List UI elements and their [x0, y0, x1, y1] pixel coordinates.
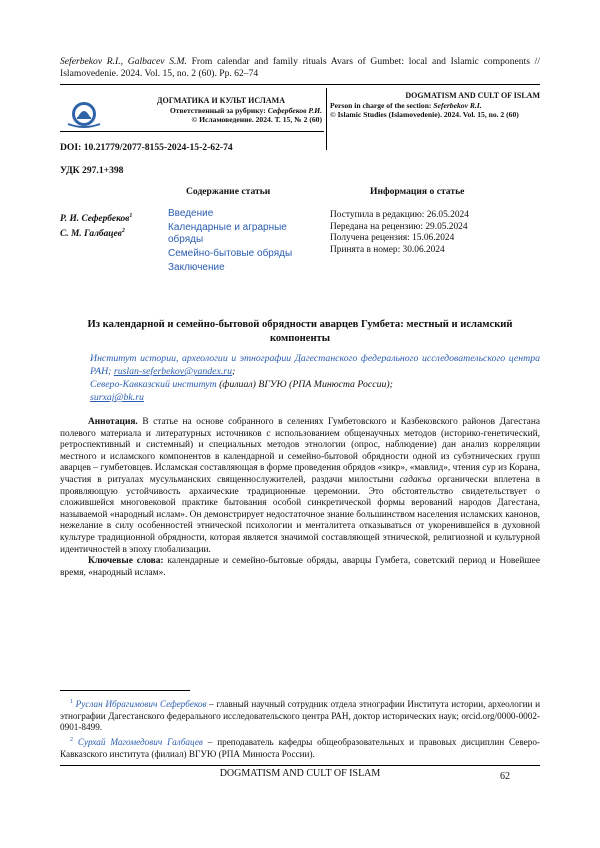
footnote-rule — [60, 690, 190, 691]
info-heading: Информация о статье — [370, 186, 465, 197]
keywords: календарные и семейно-бытовые обряды, аварцы Гумбета, советский период и Новейшее время, «народный ислам». — [60, 556, 540, 578]
contents-link-conclusion[interactable]: Заключение — [168, 262, 225, 274]
contents-link-family[interactable]: Семейно-бытовые обряды — [168, 248, 293, 260]
affiliation-2: Северо-Кавказский институт — [90, 379, 217, 390]
header-bottom-rule — [60, 131, 324, 132]
email-link-2[interactable]: surxaj@bk.ru — [90, 392, 144, 403]
contents-list — [168, 208, 318, 276]
email-link-1[interactable]: ruslan-seferbekov@yandex.ru — [113, 366, 233, 377]
article-dates — [330, 210, 469, 256]
keywords-paragraph — [60, 556, 540, 579]
contents-link-intro[interactable]: Введение — [168, 208, 214, 219]
header-ru-responsible: Ответственный за рубрику: Сефербеков Р.И. — [169, 105, 322, 115]
page-number: 62 — [500, 771, 510, 782]
journal-logo-icon — [62, 99, 106, 129]
date-received: Поступила в редакцию: 26.05.2024 — [330, 210, 469, 220]
footer-journal-title: DOGMATISM AND CULT OF ISLAM — [219, 768, 381, 779]
contents-link-calendar[interactable]: Календарные и аграрные обряды — [168, 222, 287, 246]
keywords-label: Ключевые слова: — [88, 556, 164, 567]
footer-rule — [60, 765, 540, 766]
affiliation-2-tail: (филиал) ВГУЮ (РПА Минюста России); — [219, 379, 393, 390]
doi: DOI: 10.21779/2077-8155-2024-15-2-62-74 — [60, 142, 233, 153]
citation-authors: Seferbekov R.I., Galbacev S.M. — [60, 56, 187, 67]
header-russian — [120, 96, 322, 125]
footnotes — [60, 697, 540, 761]
affiliations: Институт истории, археологии и этнографии Дагестанского федерального исследовательского центра РАН; ruslan-seferbekov@yandex.ru; Северо-Кавказский институт (филиал) ВГУЮ (РПА Минюста России); surxaj@bk.ru — [90, 353, 540, 403]
header-english — [330, 91, 540, 120]
abstract-label: Аннотация. — [88, 417, 138, 427]
footnote-1: $^1$ Руслан Ибрагимович Сефербеков – главный научный сотрудник отдела этнографии Института истории, археологии и этнографии Дагестанского федерального исследовательского центра РАН, доктор исторических наук; orcid.org/0000-0002-0901-8499. — [60, 699, 541, 733]
abstract — [60, 417, 540, 579]
affiliation-1: Институт истории, археологии и этнографии Дагестанского федерального исследовательского центра РАН; — [90, 353, 540, 377]
date-accepted: Принята в номер: 30.06.2024 — [330, 244, 445, 255]
header-ru-title: ДОГМАТИКА И КУЛЬТ ИСЛАМА — [156, 96, 285, 105]
article-title: Из календарной и семейно-бытовой обрядности аварцев Гумбета: местный и исламский компоненты — [87, 319, 513, 344]
footnote-2: $^2$ Сурхай Магомедович Галбацев – преподаватель кафедры общеобразовательных и правовых дисциплин Северо-Кавказского института (филиал) ВГУЮ (РПА Минюста России). — [60, 736, 540, 759]
header-en-title: DOGMATISM AND CULT OF ISLAM — [405, 91, 540, 100]
authors — [60, 210, 132, 240]
author-1: Р. И. Сефербеков$^1$ — [60, 213, 133, 225]
author-2: С. М. Галбацев$^2$ — [60, 228, 125, 240]
header-divider — [326, 88, 327, 150]
contents-heading: Содержание статьи — [186, 186, 271, 197]
udk: УДК 297.1+398 — [60, 165, 124, 176]
date-review-received: Получена рецензия: 15.06.2024 — [330, 233, 455, 244]
header-top-rule — [60, 84, 540, 85]
abstract-paragraph: Аннотация. В статье на основе собранного в селениях Гумбетовского и Казбековского районов Дагестана полевого материала и литературных источников с использованием общенаучных методов (историко-генетический, ретроспективный и системный) и специальных методов этнологии (опрос, наблюдение) дан анализ корреляции местного и исламского компонентов в календарной и семейно-бытовой обрядности одной из субэтнических групп аварцев – гумбетовцев. Исламская составляющая в форме проведения обрядов «зикр», «мавлид», чтения сур из Корана, участия в ритуалах мусульманских священнослужителей, раздачи милостыни садакъа органически вплетена в проявляющую устойчивость архаические традиционные церемонии. Это обстоятельство свидетельствует о сложившейся многовековой практике бытования особой синкретической формы верований народов Дагестана, называемой «народный ислам». Он демонстрирует недостаточное знание большинством населения исламских канонов, нежелание в силу особенностей этнической психологии и менталитета отказываться от укоренившейся в духовной культуре традиционной обрядности, которая является значимой составляющей этнической, религиозной и культурной идентичностей в эпоху глобализации. — [60, 417, 541, 555]
citation — [60, 56, 540, 80]
header-en-responsible: Person in charge of the section: Seferbekov R.I. — [330, 100, 482, 110]
header-ru-issue: © Исламоведение. 2024. Т. 15, № 2 (60) — [191, 115, 322, 125]
citation-text: From calendar and family rituals Avars of Gumbet: local and Islamic components // Islamovedenie. 2024. Vol. 15, no. 2 (60). Pp. 62–74 — [60, 56, 540, 79]
header-en-issue: © Islamic Studies (Islamovedenie). 2024. Vol. 15, no. 2 (60) — [330, 110, 519, 120]
date-sent-review: Передана на рецензию: 29.05.2024 — [330, 221, 468, 232]
